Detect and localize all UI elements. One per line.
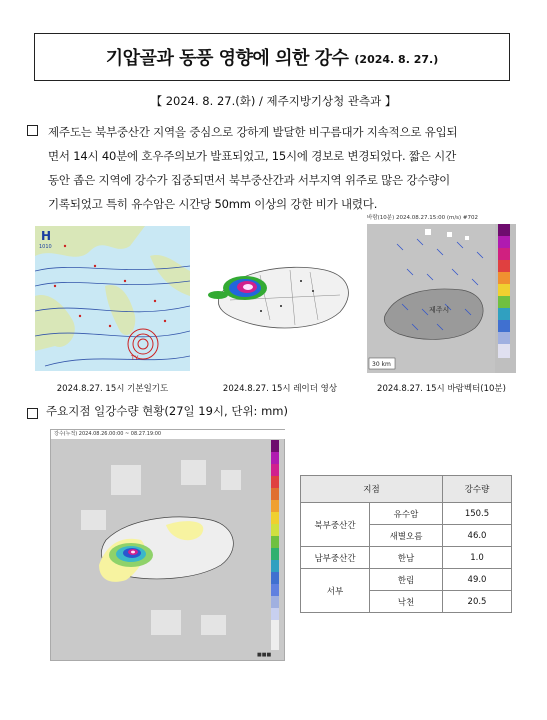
value-cell: 49.0 — [443, 569, 512, 591]
wind-island-label: 제주시 — [429, 306, 450, 314]
rainfall-map-header: 강수(누적) 2024.08.26.00:00 ~ 08.27.19:00 — [51, 430, 287, 439]
wind-vector-caption: 2024.8.27. 15시 바람벡터(10분) — [377, 384, 506, 394]
page-title: 기압골과 동풍 영향에 의한 강수 — [105, 48, 349, 69]
region-cell: 북부중산간 — [301, 503, 370, 547]
table-header-row — [301, 476, 512, 503]
region-cell: 남부중산간 — [301, 547, 370, 569]
table-row — [301, 547, 512, 569]
value-cell: 46.0 — [443, 525, 512, 547]
rainfall-map-image — [50, 429, 285, 661]
table-header-amount: 강수량 — [443, 476, 512, 503]
value-cell: 1.0 — [443, 547, 512, 569]
value-cell: 150.5 — [443, 503, 512, 525]
wind-chart-header: 바람(10분) 2024.08.27.15:00 (m/s) #702 — [367, 212, 516, 224]
station-cell: 한남 — [370, 547, 443, 569]
rainfall-table — [300, 475, 512, 613]
radar-image — [200, 250, 360, 360]
station-cell: 낙천 — [370, 591, 443, 613]
section2-title: 주요지점 일강수량 현황(27일 19시, 단위: mm) — [46, 404, 288, 418]
pressure-value-label: 1010 — [39, 244, 52, 250]
square-bullet-icon — [27, 408, 38, 419]
summary-line: 동안 좁은 지역에 강수가 집중되면서 북부중산간과 서부지역 위주로 많은 강수량이 — [48, 173, 451, 187]
rainfall-map-corner: ■■■ — [257, 652, 272, 658]
square-bullet-icon — [27, 125, 38, 136]
title-date: (2024. 8. 27.) — [354, 52, 439, 66]
wind-vector-image — [367, 212, 516, 373]
report-subline: 【 2024. 8. 27.(화) / 제주지방기상청 관측과 】 — [150, 94, 397, 108]
station-cell: 유수암 — [370, 503, 443, 525]
station-cell: 한림 — [370, 569, 443, 591]
summary-line: 면서 14시 40분에 호우주의보가 발표되었고, 15시에 경보로 변경되었다. 짧은 시간 — [48, 149, 456, 163]
weather-chart-caption: 2024.8.27. 15시 기본일기도 — [56, 384, 169, 394]
summary-line: 기록되었고 특히 유수암은 시간당 50mm 이상의 강한 비가 내렸다. — [48, 197, 378, 211]
table-row — [301, 503, 512, 525]
value-cell: 20.5 — [443, 591, 512, 613]
high-pressure-label: H — [41, 229, 52, 243]
section1-bullet — [27, 120, 46, 136]
summary-line: 제주도는 북부중산간 지역을 중심으로 강하게 발달한 비구름대가 지속적으로 유입되 — [48, 125, 458, 139]
weather-chart-image — [35, 226, 190, 371]
typhoon-label: TY — [131, 355, 139, 362]
station-cell: 새별오름 — [370, 525, 443, 547]
radar-caption: 2024.8.27. 15시 레이더 영상 — [222, 384, 338, 394]
region-cell: 서부 — [301, 569, 370, 613]
section2-heading — [27, 403, 288, 419]
title-box — [34, 33, 510, 81]
table-row — [301, 569, 512, 591]
table-header-station: 지점 — [301, 476, 443, 503]
wind-scale-label: 30 km — [372, 361, 391, 368]
summary-paragraph — [48, 120, 528, 216]
